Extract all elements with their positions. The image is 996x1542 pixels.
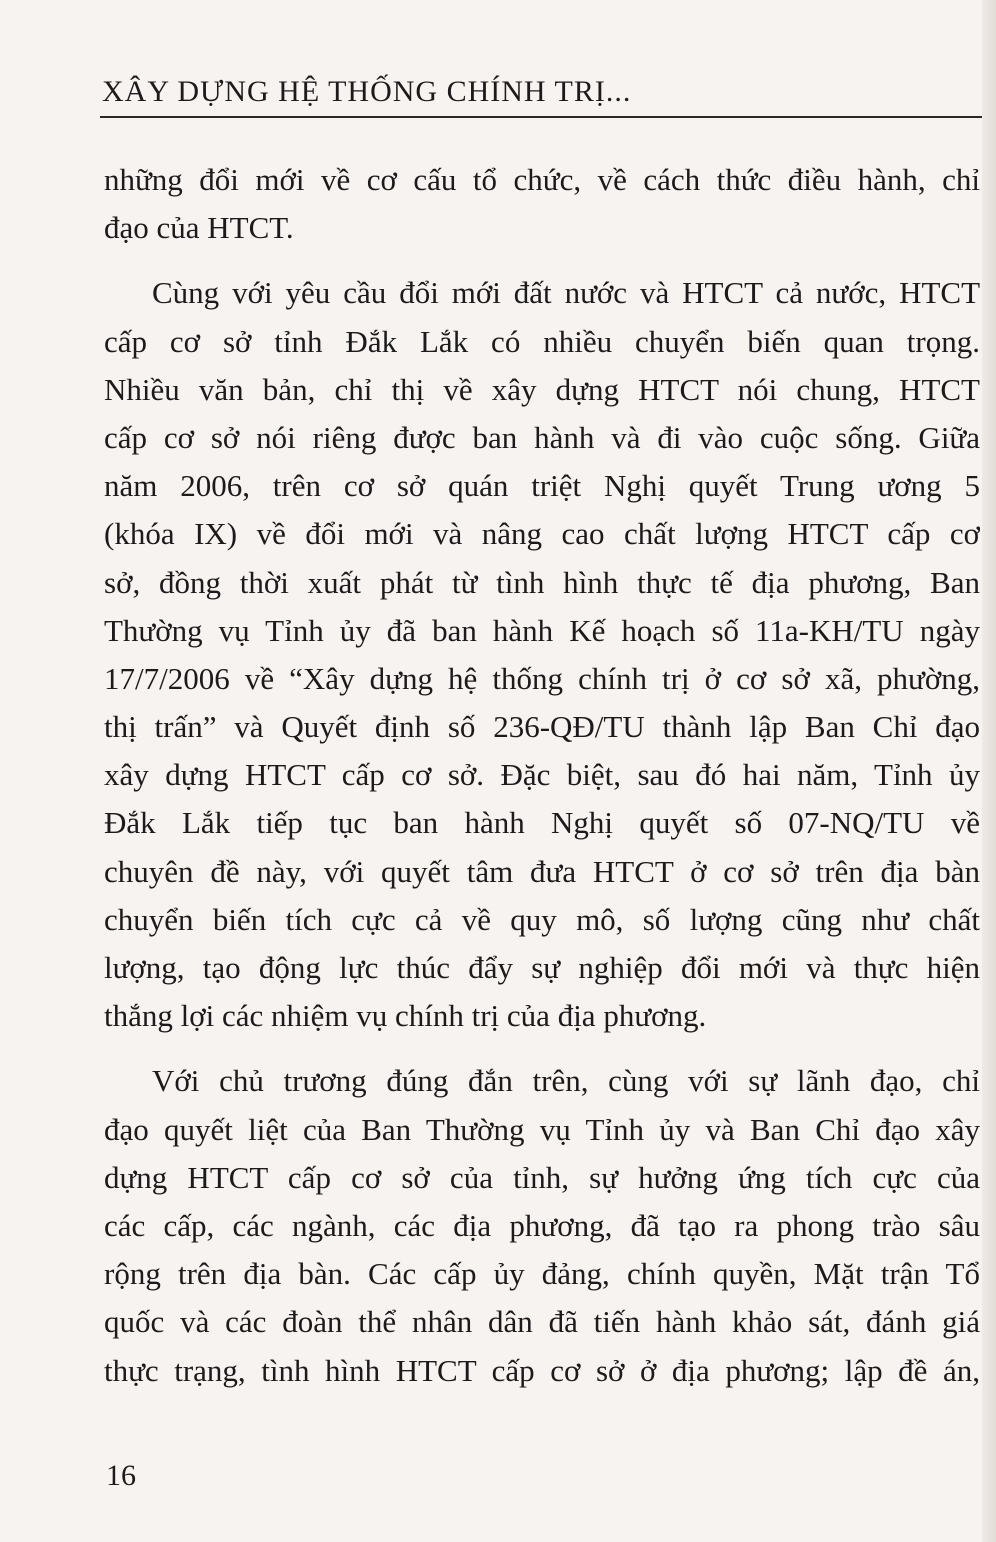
text-line: thực trạng, tình hình HTCT cấp cơ sở ở địa phương; lập đề án, — [104, 1352, 980, 1388]
running-header: XÂY DỰNG HỆ THỐNG CHÍNH TRỊ... — [102, 75, 632, 108]
text-line: cấp cơ sở nói riêng được ban hành và đi vào cuộc sống. Giữa — [104, 419, 980, 455]
paragraph-3 — [104, 1057, 980, 1394]
text-line: Với chủ trương đúng đắn trên, cùng với sự lãnh đạo, chỉ — [152, 1063, 980, 1099]
text-line: những đổi mới về cơ cấu tổ chức, về cách thức điều hành, chỉ — [104, 162, 980, 197]
text-line: Thường vụ Tỉnh ủy đã ban hành Kế hoạch số 11a-KH/TU ngày — [104, 612, 980, 648]
text-line: đạo của HTCT. — [104, 210, 294, 246]
text-line: đạo quyết liệt của Ban Thường vụ Tỉnh ủy và Ban Chỉ đạo xây — [104, 1111, 980, 1147]
text-line: lượng, tạo động lực thúc đẩy sự nghiệp đổi mới và thực hiện — [104, 950, 980, 985]
text-line: sở, đồng thời xuất phát từ tình hình thực tế địa phương, Ban — [104, 564, 980, 600]
text-line: thắng lợi các nhiệm vụ chính trị của địa phương. — [104, 998, 707, 1034]
text-line: Đắk Lắk tiếp tục ban hành Nghị quyết số 07-NQ/TU về — [104, 805, 980, 841]
header-rule — [100, 116, 982, 118]
page-edge — [982, 0, 996, 1542]
text-line: năm 2006, trên cơ sở quán triệt Nghị quyết Trung ương 5 — [104, 468, 980, 504]
text-line: thị trấn” và Quyết định số 236-QĐ/TU thành lập Ban Chỉ đạo — [104, 709, 980, 745]
text-line: cấp cơ sở tỉnh Đắk Lắk có nhiều chuyển biến quan trọng. — [104, 323, 980, 359]
text-line: chuyển biến tích cực cả về quy mô, số lượng cũng như chất — [104, 901, 980, 937]
text-line: Nhiều văn bản, chỉ thị về xây dựng HTCT nói chung, HTCT — [104, 371, 980, 407]
text-line: rộng trên địa bàn. Các cấp ủy đảng, chính quyền, Mặt trận Tổ — [104, 1256, 980, 1292]
text-line: dựng HTCT cấp cơ sở của tỉnh, sự hưởng ứng tích cực của — [104, 1159, 980, 1195]
paragraph-2 — [104, 269, 980, 1040]
text-line: các cấp, các ngành, các địa phương, đã tạo ra phong trào sâu — [104, 1207, 980, 1243]
text-line: chuyên đề này, với quyết tâm đưa HTCT ở cơ sở trên địa bàn — [104, 853, 980, 889]
text-line: Cùng với yêu cầu đổi mới đất nước và HTCT cả nước, HTCT — [152, 275, 980, 311]
body-text — [104, 156, 980, 1395]
text-line: xây dựng HTCT cấp cơ sở. Đặc biệt, sau đó hai năm, Tỉnh ủy — [104, 757, 980, 793]
page-number: 16 — [106, 1459, 136, 1492]
text-line: (khóa IX) về đổi mới và nâng cao chất lượng HTCT cấp cơ — [104, 516, 980, 552]
paragraph-1 — [104, 156, 980, 252]
text-line: 17/7/2006 về “Xây dựng hệ thống chính trị ở cơ sở xã, phường, — [104, 660, 980, 696]
text-line: quốc và các đoàn thể nhân dân đã tiến hành khảo sát, đánh giá — [104, 1304, 980, 1340]
